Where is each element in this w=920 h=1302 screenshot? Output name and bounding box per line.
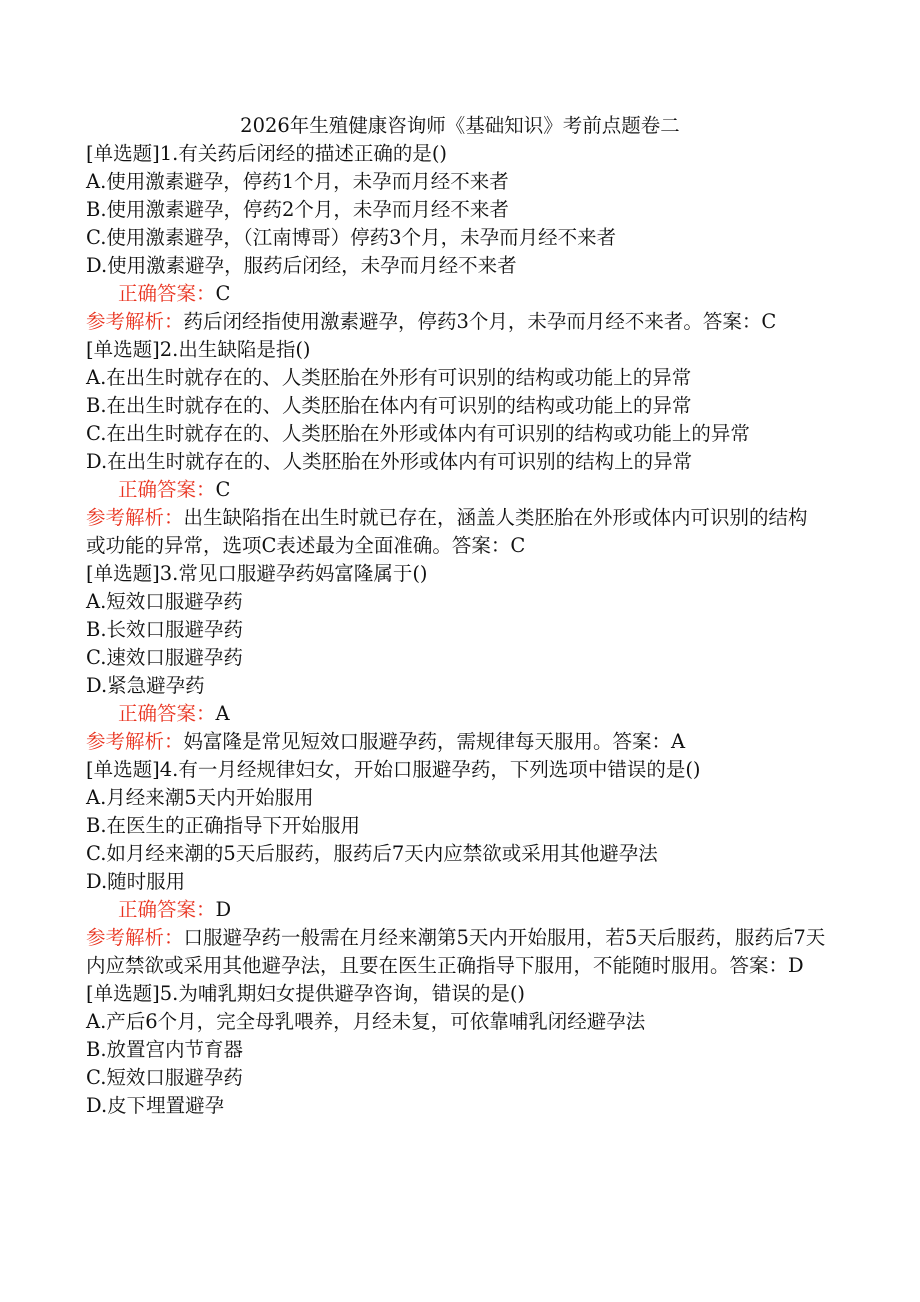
document-title: 2026年生殖健康咨询师《基础知识》考前点题卷二 — [240, 114, 680, 137]
option-d: D.随时服用 — [86, 870, 186, 893]
correct-answer — [86, 476, 826, 504]
option-b: B.使用激素避孕，停药2个月，未孕而月经不来者 — [86, 198, 509, 221]
question-stem — [86, 980, 826, 1008]
analysis-text: 妈富隆是常见短效口服避孕药，需规律每天服用。答案：A — [183, 730, 686, 753]
option-d: D.在出生时就存在的、人类胚胎在外形或体内有可识别的结构上的异常 — [86, 450, 693, 473]
question-stem — [86, 140, 826, 168]
analysis-text: 出生缺陷指在出生时就已存在，涵盖人类胚胎在外形或体内可识别的结构或功能的异常，选项C表述最为全面准确。答案：C — [86, 506, 808, 557]
document-page — [86, 112, 826, 1120]
question-3 — [86, 560, 826, 756]
option-a: A.在出生时就存在的、人类胚胎在外形有可识别的结构或功能上的异常 — [86, 366, 692, 389]
option-a: A.产后6个月，完全母乳喂养，月经未复，可依靠哺乳闭经避孕法 — [86, 1010, 646, 1033]
question-stem — [86, 756, 826, 784]
question-2 — [86, 336, 826, 560]
question-1 — [86, 140, 826, 336]
option-a: A.使用激素避孕，停药1个月，未孕而月经不来者 — [86, 170, 509, 193]
question-stem — [86, 560, 826, 588]
question-text: 2.出生缺陷是指() — [159, 338, 311, 361]
answer-label: 正确答案： — [118, 898, 216, 921]
answer-label: 正确答案： — [118, 282, 216, 305]
question-text: 5.为哺乳期妇女提供避孕咨询，错误的是() — [159, 982, 526, 1005]
answer-value: D — [215, 898, 232, 921]
question-type: [单选题] — [86, 562, 160, 585]
option-c: C.短效口服避孕药 — [86, 1066, 243, 1089]
question-5 — [86, 980, 826, 1120]
option-b: B.在医生的正确指导下开始服用 — [86, 814, 361, 837]
answer-label: 正确答案： — [118, 478, 216, 501]
option-b: B.放置宫内节育器 — [86, 1038, 244, 1061]
option-d: D.皮下埋置避孕 — [86, 1094, 225, 1117]
answer-value: C — [215, 282, 231, 305]
question-text: 3.常见口服避孕药妈富隆属于() — [159, 562, 428, 585]
analysis-label: 参考解析： — [86, 506, 184, 529]
analysis-label: 参考解析： — [86, 310, 184, 333]
analysis — [86, 504, 826, 560]
question-stem — [86, 336, 826, 364]
option-a: A.短效口服避孕药 — [86, 590, 243, 613]
question-text: 1.有关药后闭经的描述正确的是() — [159, 142, 448, 165]
correct-answer — [86, 700, 826, 728]
option-b: B.在出生时就存在的、人类胚胎在体内有可识别的结构或功能上的异常 — [86, 394, 692, 417]
option-b: B.长效口服避孕药 — [86, 618, 244, 641]
option-d: D.使用激素避孕，服药后闭经，未孕而月经不来者 — [86, 254, 517, 277]
correct-answer — [86, 280, 826, 308]
option-c: C.在出生时就存在的、人类胚胎在外形或体内有可识别的结构或功能上的异常 — [86, 422, 750, 445]
option-d: D.紧急避孕药 — [86, 674, 205, 697]
option-c: C.速效口服避孕药 — [86, 646, 243, 669]
option-c: C.如月经来潮的5天后服药，服药后7天内应禁欲或采用其他避孕法 — [86, 842, 658, 865]
analysis-text: 药后闭经指使用激素避孕，停药3个月，未孕而月经不来者。答案：C — [183, 310, 777, 333]
answer-value: A — [215, 702, 230, 725]
question-type: [单选题] — [86, 338, 160, 361]
analysis-label: 参考解析： — [86, 926, 184, 949]
question-4 — [86, 756, 826, 980]
analysis — [86, 924, 826, 980]
answer-label: 正确答案： — [118, 702, 216, 725]
question-type: [单选题] — [86, 142, 160, 165]
option-a: A.月经来潮5天内开始服用 — [86, 786, 314, 809]
answer-value: C — [215, 478, 231, 501]
option-c: C.使用激素避孕，（江南博哥）停药3个月，未孕而月经不来者 — [86, 226, 617, 249]
correct-answer — [86, 896, 826, 924]
question-type: [单选题] — [86, 758, 160, 781]
analysis-label: 参考解析： — [86, 730, 184, 753]
analysis — [86, 728, 826, 756]
analysis — [86, 308, 826, 336]
question-text: 4.有一月经规律妇女，开始口服避孕药，下列选项中错误的是() — [159, 758, 701, 781]
question-type: [单选题] — [86, 982, 160, 1005]
analysis-text: 口服避孕药一般需在月经来潮第5天内开始服用，若5天后服药，服药后7天内应禁欲或采用其他避孕法，且要在医生正确指导下服用，不能随时服用。答案：D — [86, 926, 826, 977]
